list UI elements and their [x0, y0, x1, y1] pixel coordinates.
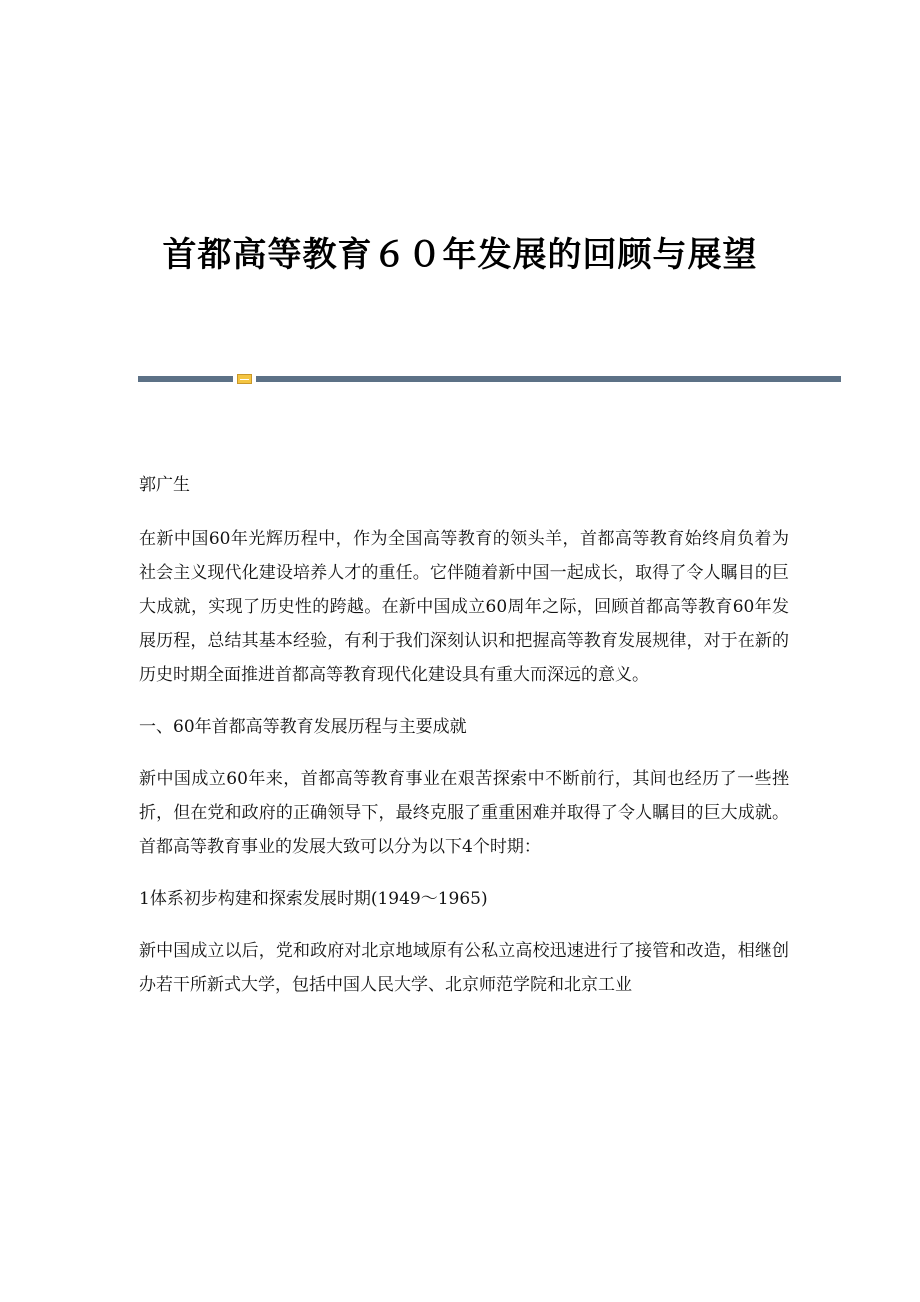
intro-paragraph: 在新中国60年光辉历程中，作为全国高等教育的领头羊，首都高等教育始终肩负着为社会主义现代化建设培养人才的重任。它伴随着新中国一起成长，取得了令人瞩目的巨大成就，实现了历史性的跨越。在新中国成立60周年之际，回顾首都高等教育60年发展历程，总结其基本经验，有利于我们深刻认识和把握高等教育发展规律，对于在新的历史时期全面推进首都高等教育现代化建设具有重大而深远的意义。: [139, 529, 789, 685]
document-title: 首都高等教育６０年发展的回顾与展望: [162, 234, 758, 275]
section-paragraph: 新中国成立60年来，首都高等教育事业在艰苦探索中不断前行，其间也经历了一些挫折，但在党和政府的正确领导下，最终克服了重重困难并取得了令人瞩目的巨大成就。首都高等教育事业的发展大致可以分为以下4个时期：: [139, 769, 789, 857]
divider-envelope-icon: [237, 374, 252, 384]
subsection-heading: 1体系初步构建和探索发展时期(1949～1965): [139, 889, 488, 909]
divider-bar-left: [138, 376, 233, 382]
title-divider: [138, 374, 841, 386]
subsection-paragraph: 新中国成立以后，党和政府对北京地域原有公私立高校迅速进行了接管和改造，相继创办若干所新式大学，包括中国人民大学、北京师范学院和北京工业: [139, 941, 789, 995]
author-name: 郭广生: [139, 475, 190, 495]
section-heading: 一、60年首都高等教育发展历程与主要成就: [139, 717, 467, 737]
divider-bar-right: [256, 376, 841, 382]
document-body: [139, 468, 789, 1020]
